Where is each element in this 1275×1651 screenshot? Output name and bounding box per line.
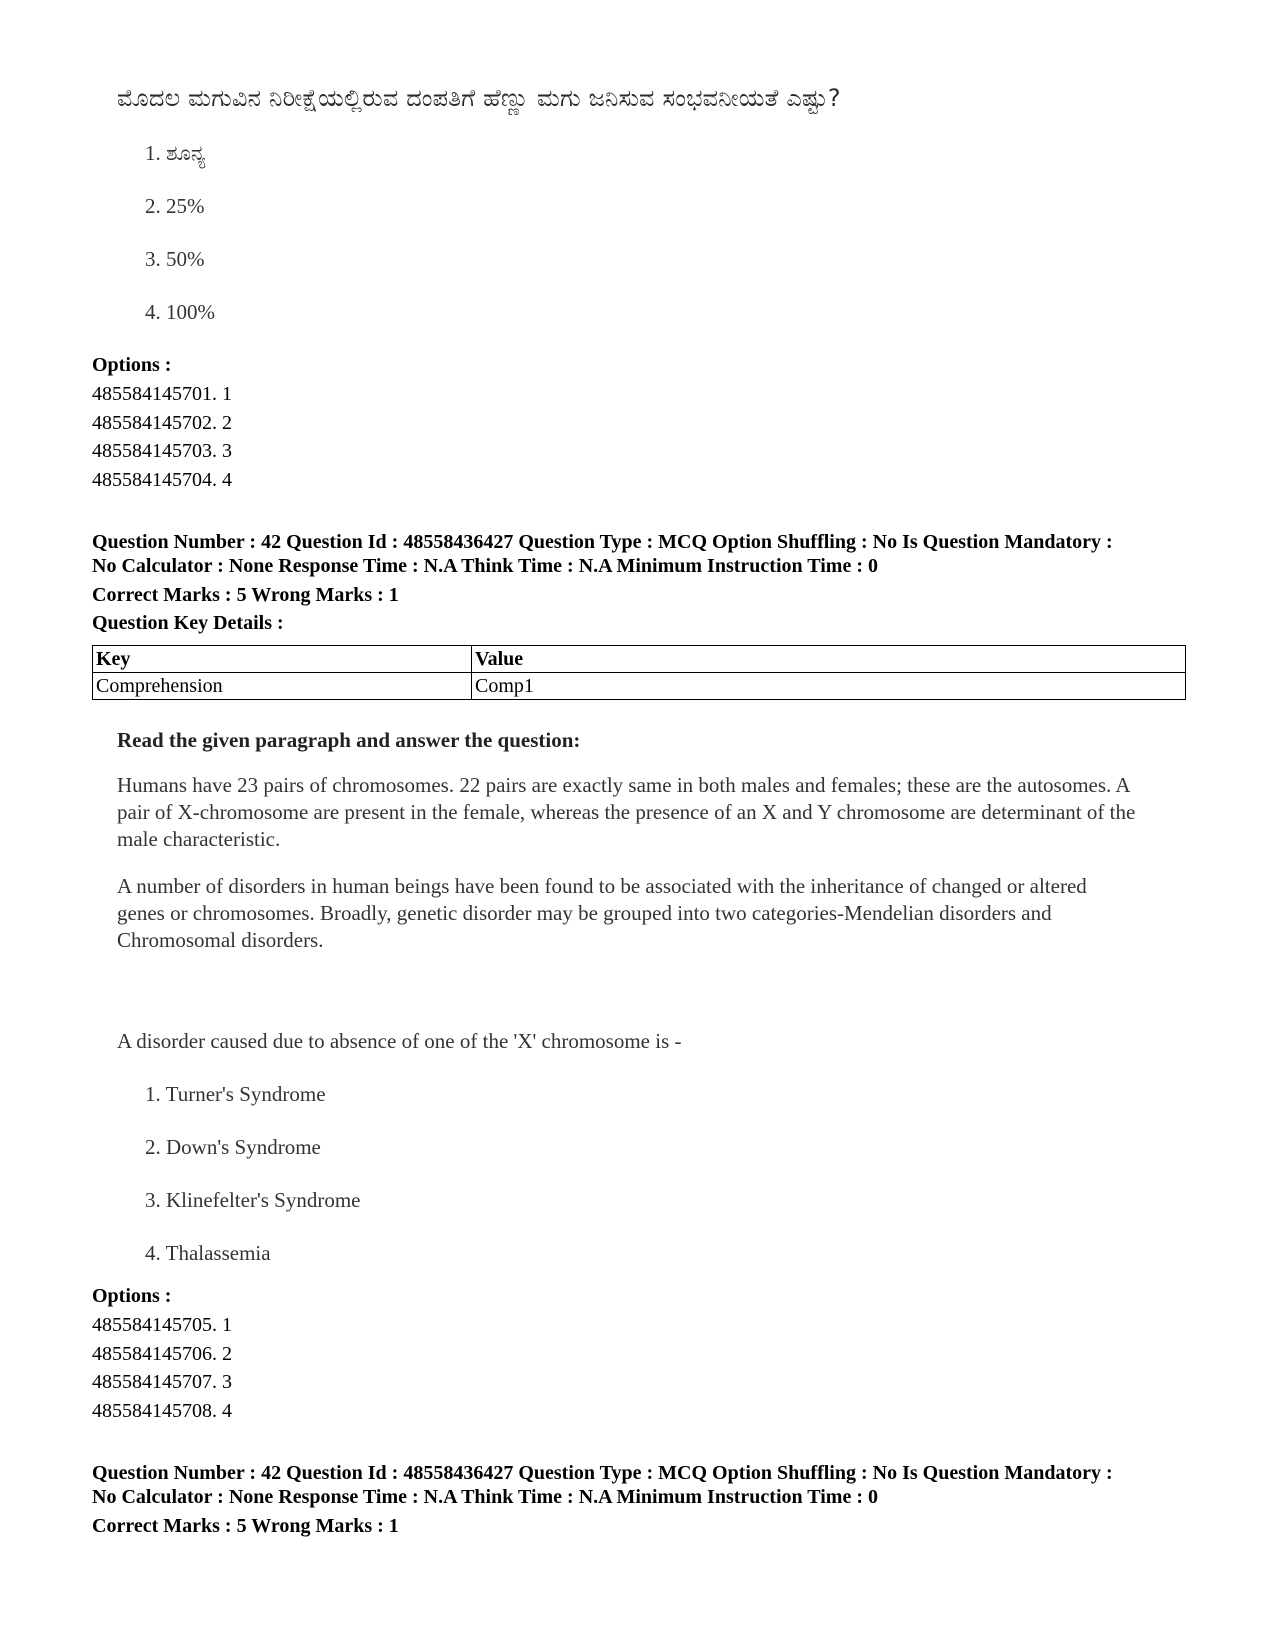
marks-line: Correct Marks : 5 Wrong Marks : 1	[92, 1515, 399, 1537]
question-meta-line1: Question Number : 42 Question Id : 48558436427 Question Type : MCQ Option Shuffling : No Is Question Mandatory :	[92, 531, 1113, 553]
option-id-list	[92, 380, 232, 494]
option-id-list	[92, 1311, 232, 1425]
table-cell-value: Comp1	[472, 673, 1186, 700]
option-id: 485584145702. 2	[92, 411, 232, 434]
option-id: 485584145701. 1	[92, 383, 232, 405]
question-choices	[145, 141, 215, 353]
option-id: 485584145703. 3	[92, 440, 232, 462]
choice-item: 1. Turner's Syndrome	[145, 1082, 326, 1106]
table-row	[93, 673, 1186, 700]
choice-item: 2. Down's Syndrome	[145, 1135, 321, 1159]
option-id: 485584145707. 3	[92, 1371, 232, 1393]
option-id: 485584145706. 2	[92, 1342, 232, 1365]
table-header-key: Key	[93, 646, 472, 673]
options-label: Options :	[92, 1285, 172, 1307]
marks-line: Correct Marks : 5 Wrong Marks : 1	[92, 584, 399, 606]
choice-item: 4. Thalassemia	[145, 1241, 271, 1265]
table-cell-key: Comprehension	[93, 673, 472, 700]
comprehension-title: Read the given paragraph and answer the question:	[117, 728, 581, 752]
comprehension-paragraph-1: Humans have 23 pairs of chromosomes. 22 pairs are exactly same in both males and females; these are the autosomes. A pair of X-chromosome are present in the female, whereas the presence of an X and Y chromosome are determinant of the male characteristic.	[117, 773, 1136, 851]
choice-item: 1. ಶೂನ್ಯ	[145, 141, 206, 165]
question-choices	[145, 1082, 361, 1294]
question-meta	[92, 1461, 1222, 1509]
question-meta-line1: Question Number : 42 Question Id : 48558436427 Question Type : MCQ Option Shuffling : No Is Question Mandatory :	[92, 1462, 1113, 1484]
comprehension-paragraph-2: A number of disorders in human beings have been found to be associated with the inheritance of changed or altered genes or chromosomes. Broadly, genetic disorder may be grouped into two categories-Mendelian disorders and Chromosomal disorders.	[117, 874, 1087, 952]
option-id: 485584145704. 4	[92, 468, 232, 491]
choice-item: 3. 50%	[145, 247, 205, 271]
options-label: Options :	[92, 354, 172, 376]
option-id: 485584145705. 1	[92, 1314, 232, 1336]
table-header-row	[93, 646, 1186, 673]
choice-item: 3. Klinefelter's Syndrome	[145, 1188, 361, 1212]
question-meta	[92, 530, 1222, 578]
question-meta-line2: No Calculator : None Response Time : N.A Think Time : N.A Minimum Instruction Time : 0	[92, 555, 878, 577]
question-stem: A disorder caused due to absence of one of the 'X' chromosome is -	[117, 1029, 682, 1053]
key-details-label: Question Key Details :	[92, 612, 284, 634]
option-id: 485584145708. 4	[92, 1399, 232, 1422]
choice-item: 2. 25%	[145, 194, 205, 218]
table-header-value: Value	[472, 646, 1186, 673]
choice-item: 4. 100%	[145, 300, 215, 324]
key-details-table	[92, 645, 1186, 700]
question-meta-line2: No Calculator : None Response Time : N.A Think Time : N.A Minimum Instruction Time : 0	[92, 1486, 878, 1508]
question-text-kannada: ಮೊದಲ ಮಗುವಿನ ನಿರೀಕ್ಷೆಯಲ್ಲಿರುವ ದಂಪತಿಗೆ ಹೆಣ್ಣು ಮಗು ಜನಿಸುವ ಸಂಭವನೀಯತೆ ಎಷ್ಟು?	[117, 84, 841, 112]
